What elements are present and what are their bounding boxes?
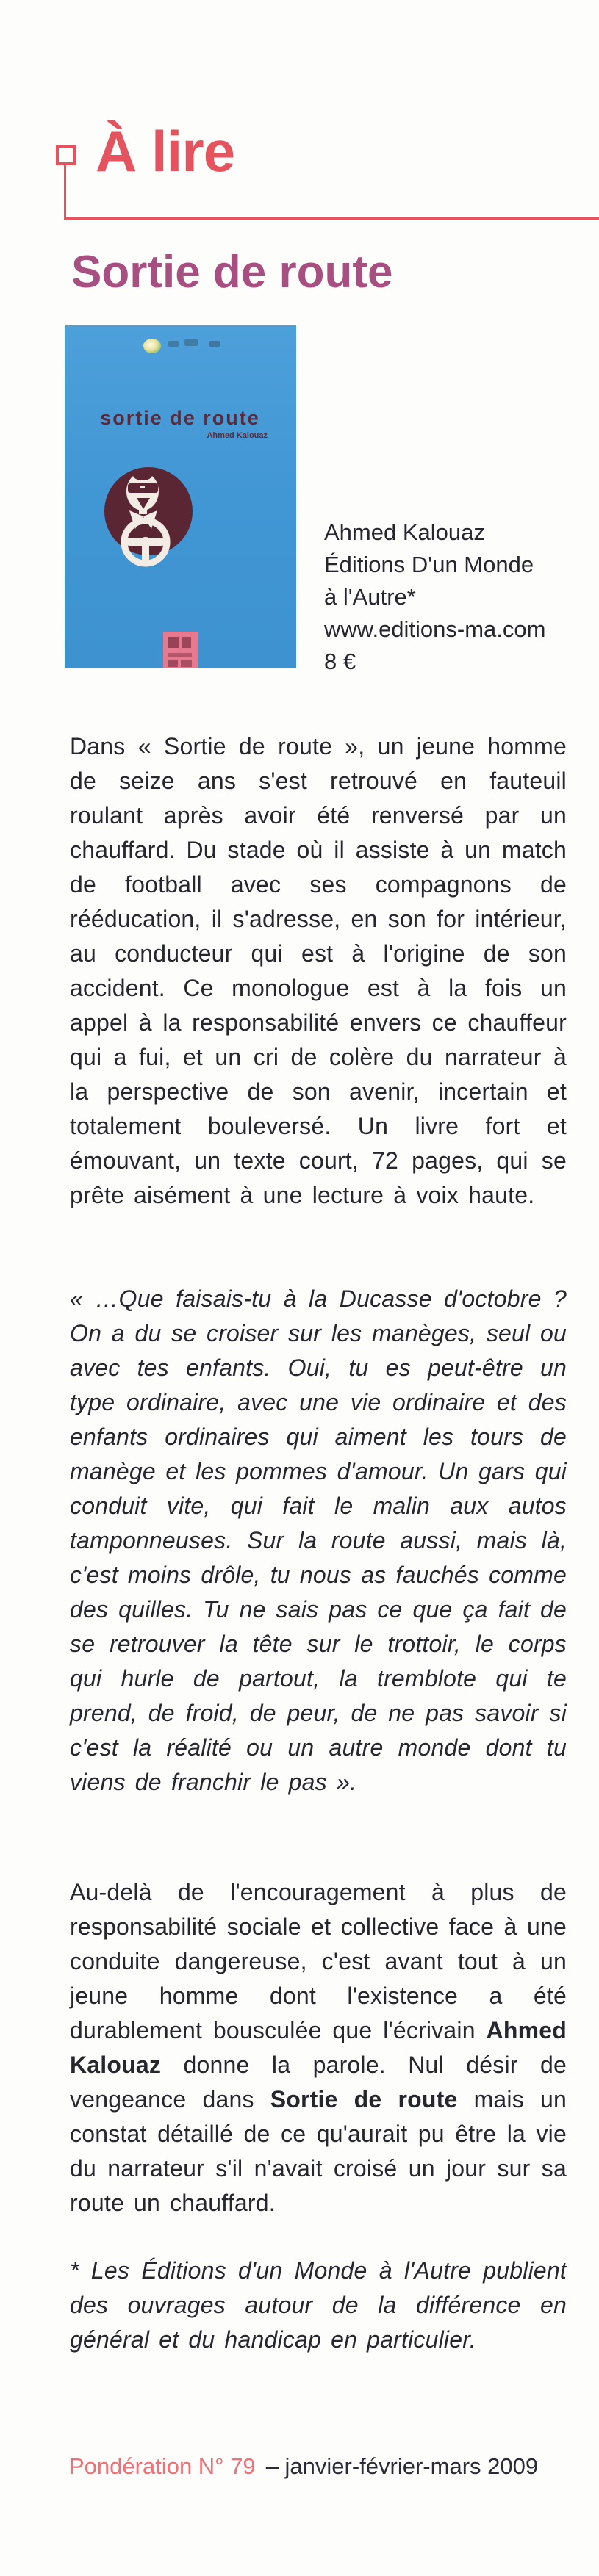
book-quote-paragraph: « …Que faisais-tu à la Ducasse d'octobre ? On a du se croiser sur les manèges, seul ou avec tes enfants. Oui, tu es peut-être un type ordinaire, avec une vie ordinaire et des enfants ordinaires qui aiment les tours de manège et les pommes d'amour. Un gars qui conduit vite, qui fait le malin aux autos tamponneuses. Sur la route aussi, mais là, c'est moins drôle, tu nous as fauchés comme des quilles. Tu ne sais pas ce que ça fait de se retrouver la tête sur le trottoir, le corps qui hurle de partout, la tremblote qui te prend, de froid, de peur, de ne pas savoir si c'est la réalité ou un autre monde dont tu viens de franchir le pas ». xyxy=(70,1285,567,1795)
book-publisher-line1: Éditions D'un Monde xyxy=(324,552,534,577)
section-rule-horizontal xyxy=(64,217,599,220)
issue-date: – janvier-février-mars 2009 xyxy=(265,2453,539,2479)
review-paragraph-2 xyxy=(70,1875,567,2220)
review-paragraph-1: Dans « Sortie de route », un jeune homme de seize ans s'est retrouvé en fauteuil roulant après avoir été renversé par un chauffard. Du stade où il assiste à un match de football avec ses compagnons de rééducation, il s'adresse, en son for intérieur, au conducteur qui est à l'origine de son accident. Ce monologue est à la fois un appel à la responsabilité envers ce chauffeur qui a fui, et un cri de colère du narrateur à la perspective de son avenir, incertain et totalement bouleversé. Un livre fort et émouvant, un texte court, 72 pages, qui se prête aisément à une lecture à voix haute. xyxy=(70,733,567,1208)
book-title-bold: Sortie de route xyxy=(270,2086,458,2113)
author-name-bold: Ahmed Kalouaz xyxy=(70,2017,567,2078)
section-marker-square xyxy=(56,145,76,165)
paragraph-segment: mais un constat détaillé de ce qu'aurait pu être la vie du narrateur s'il n'avait croisé un jour sur sa route un chauffard. xyxy=(70,2086,567,2216)
book-publisher-line2: à l'Autre* xyxy=(324,584,416,610)
cover-title: sortie de route xyxy=(100,407,260,429)
paragraph-segment: Au-delà de l'encouragement à plus de responsabilité sociale et collective face à une conduite dangereuse, c'est avant tout à un jeune homme dont l'existence a été durablement bousculée que l'écrivain xyxy=(70,1879,567,2043)
publisher-footnote: * Les Éditions d'un Monde à l'Autre publient des ouvrages autour de la différence en général et du handicap en particulier. xyxy=(70,2257,567,2353)
section-rule-vertical xyxy=(64,165,66,219)
paragraph-segment: donne la parole. Nul désir de vengeance dans xyxy=(70,2052,567,2113)
book-website: www.editions-ma.com xyxy=(324,616,546,642)
book-cover xyxy=(65,325,296,668)
section-title: À lire xyxy=(96,119,235,184)
article-title: Sortie de route xyxy=(71,247,393,297)
book-info xyxy=(324,516,589,678)
journal-name: Pondération N° 79 xyxy=(69,2453,256,2479)
book-price: 8 € xyxy=(324,649,356,674)
cover-author: Ahmed Kalouaz xyxy=(207,431,268,440)
book-cover-art xyxy=(65,325,296,668)
page-footer xyxy=(69,2452,538,2481)
book-author: Ahmed Kalouaz xyxy=(324,519,485,545)
cover-stamp xyxy=(163,632,198,668)
